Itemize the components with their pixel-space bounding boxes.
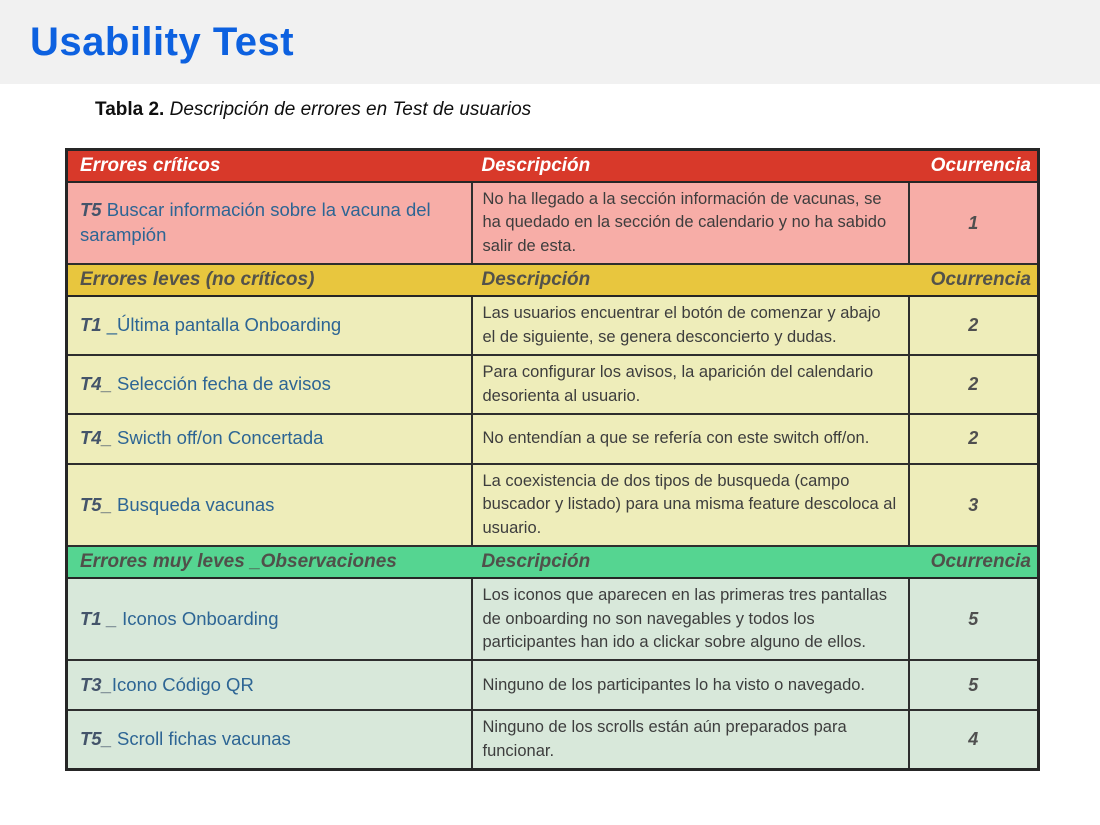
- table-row: [67, 182, 1039, 264]
- section-header-criticos: [67, 150, 1039, 183]
- table-row: [67, 464, 1039, 546]
- task-name: _Última pantalla Onboarding: [101, 314, 342, 336]
- task-id: T4_: [80, 373, 112, 395]
- table-row: [67, 296, 1039, 355]
- task-cell: [67, 578, 472, 660]
- task-id: T5_: [80, 493, 112, 515]
- table-caption-label: Tabla 2.: [95, 99, 165, 120]
- table-row: [67, 710, 1039, 769]
- task-name: Swicth off/on Concertada: [111, 427, 324, 449]
- task-name: Selección fecha de avisos: [111, 373, 331, 395]
- table-row: [67, 660, 1039, 710]
- task-name: Buscar información sobre la vacuna del sarampión: [80, 199, 431, 246]
- task-cell: [67, 660, 472, 710]
- section-leves-category-header: Errores leves (no críticos): [67, 264, 472, 296]
- task-id: T5_: [80, 728, 112, 750]
- occurrence-count: 5: [909, 578, 1039, 660]
- error-description: Las usuarios encuentrar el botón de comenzar y abajo el de siguiente, se genera desconcierto y dudas.: [472, 296, 909, 355]
- page-title: Usability Test: [30, 19, 295, 64]
- section-criticos-category-header: Errores críticos: [67, 150, 472, 183]
- table-row: [67, 414, 1039, 464]
- section-muy-leves-category-header: Errores muy leves _Observaciones: [67, 546, 472, 578]
- task-cell: [67, 414, 472, 464]
- table-row: [67, 355, 1039, 414]
- task-cell: [67, 182, 472, 264]
- task-id: T1 _: [80, 607, 118, 629]
- table-caption-text: Descripción de errores en Test de usuarios: [164, 99, 532, 120]
- errors-table: [65, 148, 1040, 771]
- task-id: T1: [80, 314, 102, 336]
- section-header-leves: [67, 264, 1039, 296]
- occurrence-count: 3: [909, 464, 1039, 546]
- header-band: [0, 0, 1100, 84]
- task-name: Scroll fichas vacunas: [111, 728, 291, 750]
- error-description: Los iconos que aparecen en las primeras tres pantallas de onboarding no son navegables y todos los participantes han ido a clickar sobre alguno de ellos.: [472, 578, 909, 660]
- task-cell: [67, 710, 472, 769]
- error-description: Ninguno de los scrolls están aún preparados para funcionar.: [472, 710, 909, 769]
- occurrence-count: 5: [909, 660, 1039, 710]
- error-description: No entendían a que se refería con este switch off/on.: [472, 414, 909, 464]
- task-name: Icono Código QR: [111, 674, 254, 695]
- section-criticos-occurrence-header: Ocurrencia: [909, 150, 1039, 183]
- task-name: Iconos Onboarding: [117, 607, 279, 629]
- section-leves-occurrence-header: Ocurrencia: [909, 264, 1039, 296]
- section-header-muy-leves: [67, 546, 1039, 578]
- occurrence-count: 1: [909, 182, 1039, 264]
- error-description: Ninguno de los participantes lo ha visto o navegado.: [472, 660, 909, 710]
- task-id: T4_: [80, 427, 112, 449]
- table-caption: [95, 99, 1100, 121]
- section-leves-description-header: Descripción: [472, 264, 909, 296]
- task-cell: [67, 296, 472, 355]
- task-name: Busqueda vacunas: [111, 493, 275, 515]
- error-description: Para configurar los avisos, la aparición del calendario desorienta al usuario.: [472, 355, 909, 414]
- task-id: T3_: [80, 674, 112, 695]
- task-cell: [67, 355, 472, 414]
- section-muy-leves-description-header: Descripción: [472, 546, 909, 578]
- task-id: T5: [80, 199, 102, 221]
- section-criticos-description-header: Descripción: [472, 150, 909, 183]
- task-cell: [67, 464, 472, 546]
- occurrence-count: 2: [909, 296, 1039, 355]
- table-row: [67, 578, 1039, 660]
- occurrence-count: 2: [909, 414, 1039, 464]
- content-area: [0, 99, 1100, 771]
- occurrence-count: 2: [909, 355, 1039, 414]
- occurrence-count: 4: [909, 710, 1039, 769]
- error-description: No ha llegado a la sección información de vacunas, se ha quedado en la sección de calendario y no ha sabido salir de esta.: [472, 182, 909, 264]
- error-description: La coexistencia de dos tipos de busqueda (campo buscador y listado) para una misma feature descoloca al usuario.: [472, 464, 909, 546]
- section-muy-leves-occurrence-header: Ocurrencia: [909, 546, 1039, 578]
